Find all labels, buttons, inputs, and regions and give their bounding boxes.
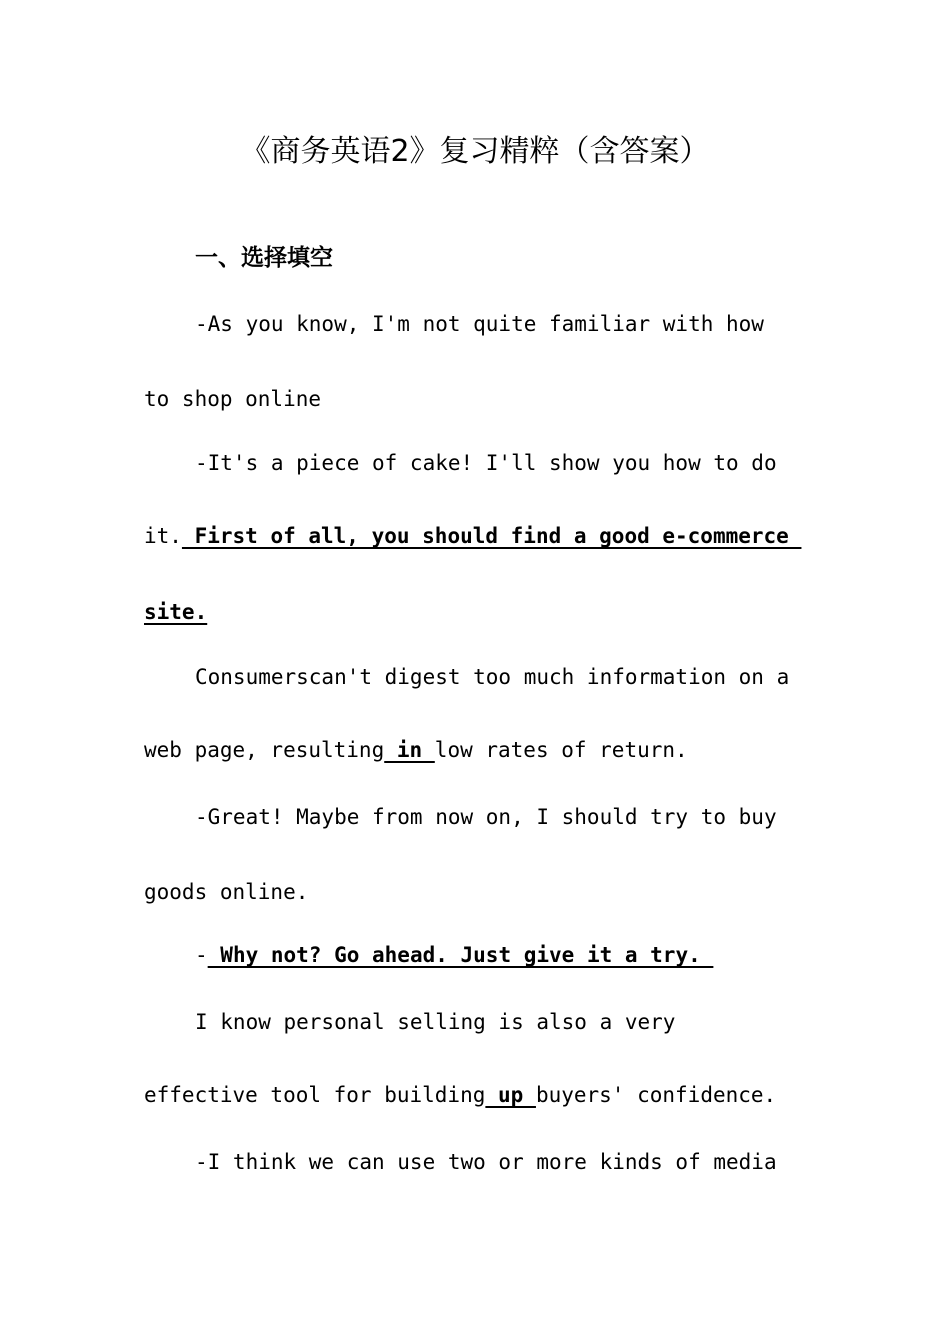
question-1-line-5 <box>144 596 207 628</box>
answer-4: up <box>485 1083 536 1107</box>
question-2-line-2 <box>144 734 688 766</box>
question-4-line-1: I know personal selling is also a very <box>195 1010 676 1034</box>
answer-3: Why not? Go ahead. Just give it a try. <box>207 943 714 967</box>
question-2-text: web page, resulting <box>144 738 385 762</box>
answer-2: in <box>384 738 435 762</box>
question-1-line-4-text: it. <box>144 524 182 548</box>
question-1-line-1: -As you know, I'm not quite familiar with how <box>195 312 764 336</box>
question-1-line-3: -It's a piece of cake! I'll show you how to do <box>195 451 777 475</box>
question-3-line-3 <box>195 939 713 971</box>
question-4-text-end: buyers' confidence. <box>535 1083 777 1107</box>
answer-1: First of all, you should find a good e-commerce <box>181 524 802 548</box>
question-3-dash: - <box>195 943 208 967</box>
section-heading: 一、选择填空 <box>195 245 333 271</box>
question-2-text-end: low rates of return. <box>434 738 688 762</box>
question-5-line-1: -I think we can use two or more kinds of media <box>195 1150 777 1174</box>
question-1-line-4 <box>144 520 801 552</box>
question-4-text: effective tool for building <box>144 1083 486 1107</box>
question-3-line-2: goods online. <box>144 880 309 904</box>
question-4-line-2 <box>144 1079 776 1111</box>
document-title: 《商务英语2》复习精粹（含答案） <box>240 134 710 169</box>
answer-1-continued: site. <box>144 600 208 624</box>
question-1-line-2: to shop online <box>144 387 322 411</box>
question-3-line-1: -Great! Maybe from now on, I should try to buy <box>195 805 777 829</box>
question-2-line-1: Consumerscan't digest too much information on a <box>195 665 790 689</box>
